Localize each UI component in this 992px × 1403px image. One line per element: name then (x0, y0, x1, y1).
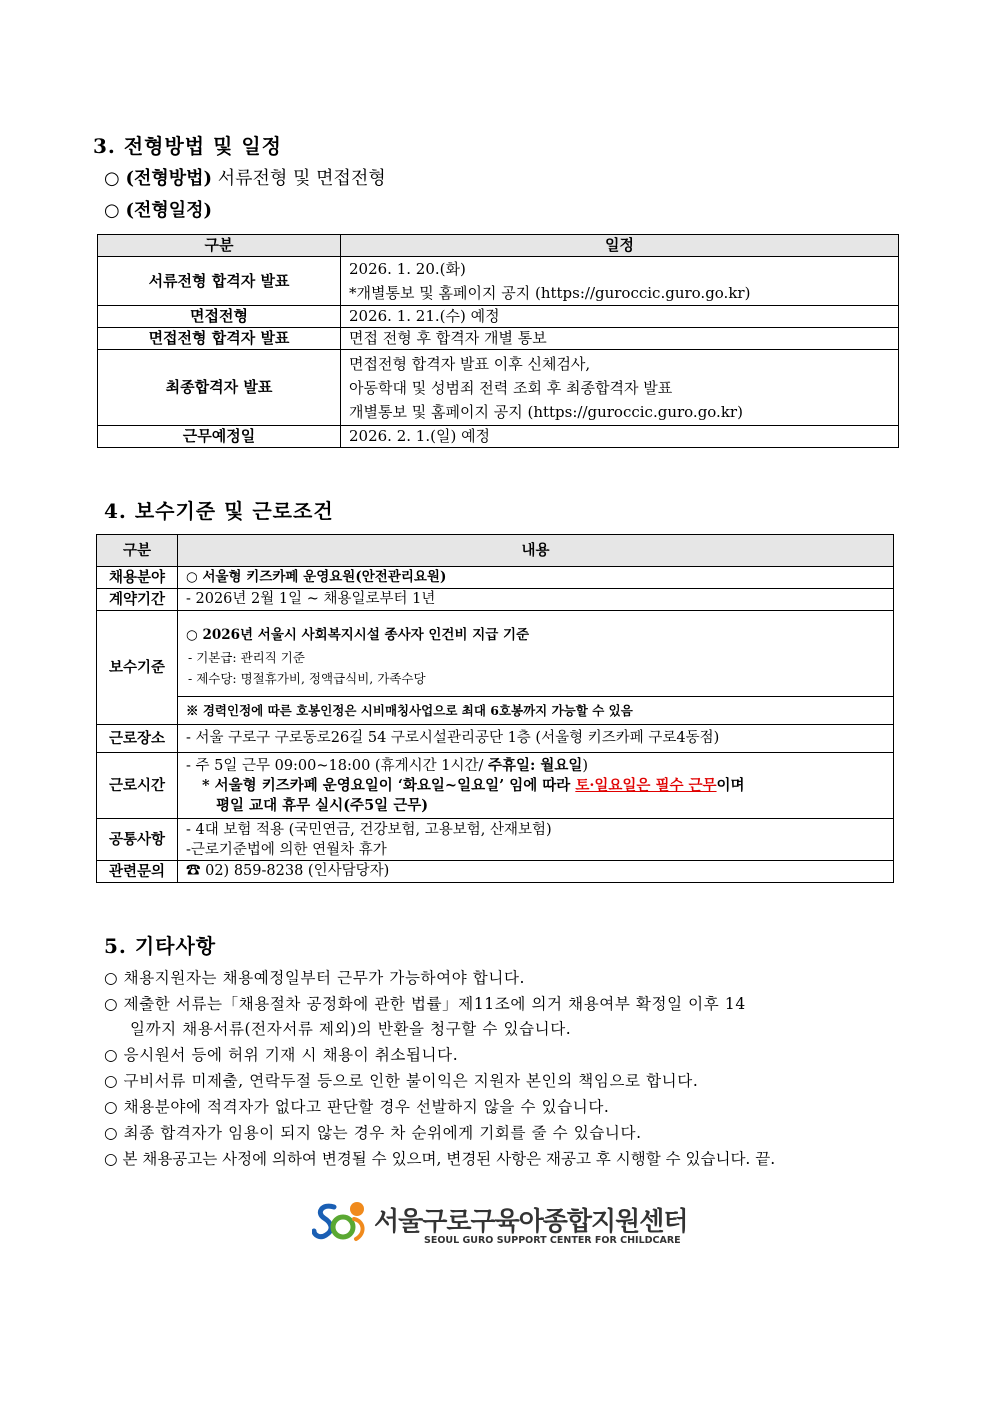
list-item: ○ 채용지원자는 채용예정일부터 근무가 가능하여야 합니다. (104, 969, 526, 987)
pay-note: ※ 경력인정에 따른 호봉인정은 시비매칭사업으로 최대 6호봉까지 가능할 수 있음 (178, 697, 894, 725)
table-header: 일정 (341, 235, 899, 257)
table-row (98, 306, 899, 328)
center-logo (312, 1195, 688, 1251)
table-header: 구분 (98, 235, 341, 257)
row-label: 계약기간 (97, 589, 178, 611)
place-value: - 서울 구로구 구로동로26길 54 구로시설관리공단 1층 (서울형 키즈카페 구로4동점) (178, 725, 894, 753)
hours-line: 평일 교대 휴무 실시(주5일 근무) (216, 796, 429, 814)
row-label: 면접전형 (98, 306, 341, 328)
hours-text: - 주 5일 근무 09:00~18:00 (휴게시간 1시간/ (186, 757, 488, 774)
logo-en: SEOUL GURO SUPPORT CENTER FOR CHILDCARE (424, 1235, 681, 1246)
method-text: 서류전형 및 면접전형 (217, 168, 386, 189)
conditions-table (96, 534, 894, 883)
bullet: ○ (104, 200, 120, 221)
table-row (98, 328, 899, 350)
cell-line: 2026. 1. 21.(수) 예정 (341, 306, 899, 328)
contact-value (178, 861, 894, 883)
contract-value: - 2026년 2월 1일 ~ 채용일로부터 1년 (178, 589, 894, 611)
table-row (97, 611, 894, 697)
cell-line: 2026. 1. 20.(화) (349, 260, 466, 278)
schedule-table (97, 234, 899, 448)
method-label: (전형방법) (125, 168, 213, 189)
list-item: ○ 응시원서 등에 허위 기재 시 채용이 취소됩니다. (104, 1046, 459, 1064)
cell-line: *개별통보 및 홈페이지 공지 (https://guroccic.guro.go.kr) (349, 284, 751, 302)
list-item: 일까지 채용서류(전자서류 제외)의 반환을 청구할 수 있습니다. (130, 1020, 572, 1038)
pay-sub: - 제수당: 명절휴가비, 정액급식비, 가족수당 (188, 670, 426, 686)
method-line (104, 164, 386, 190)
field-value: ○ 서울형 키즈카페 운영요원(안전관리요원) (178, 567, 894, 589)
table-row (97, 819, 894, 861)
row-label: 공통사항 (97, 819, 178, 861)
table-row (97, 725, 894, 753)
table-header: 구분 (97, 535, 178, 567)
cell-line: 개별통보 및 홈페이지 공지 (https://guroccic.guro.go.kr) (349, 402, 743, 421)
hours-line (186, 776, 885, 796)
table-row (97, 861, 894, 883)
phone-number: 02) 859-8238 (인사담당자) (205, 863, 390, 879)
table-row (97, 697, 894, 725)
row-label: 최종합격자 발표 (98, 350, 341, 426)
section5-title: 5. 기타사항 (104, 934, 217, 958)
section3-title: 3. 전형방법 및 일정 (93, 134, 283, 158)
bullet: ○ (104, 168, 120, 189)
section4-title: 4. 보수기준 및 근로조건 (104, 499, 334, 523)
table-row (98, 426, 899, 448)
table-row (98, 350, 899, 426)
weekly-holiday: 주휴일: 월요일 (487, 756, 583, 774)
cell-line: 면접 전형 후 합격자 개별 통보 (341, 328, 899, 350)
list-item: ○ 본 채용공고는 사정에 의하여 변경될 수 있으며, 변경된 사항은 재공고 후 시행할 수 있습니다. 끝. (104, 1150, 776, 1168)
logo-mark-icon (312, 1197, 372, 1245)
common-line: -근로기준법에 의한 연월차 휴가 (186, 841, 387, 858)
row-label: 관련문의 (97, 861, 178, 883)
row-label: 서류전형 합격자 발표 (98, 257, 341, 306)
list-item: ○ 구비서류 미제출, 연락두절 등으로 인한 불이익은 지원자 본인의 책임으로 합니다. (104, 1072, 699, 1090)
pay-main: ○ 2026년 서울시 사회복지시설 종사자 인건비 지급 기준 (186, 626, 530, 643)
table-row (98, 257, 899, 306)
cell-line: 아동학대 및 성범죄 전력 조회 후 최종합격자 발표 (349, 378, 673, 397)
hours-text: ) (582, 757, 589, 774)
cell-line: 2026. 2. 1.(일) 예정 (341, 426, 899, 448)
schedule-label: (전형일정) (125, 200, 213, 221)
hours-text: * 서울형 키즈카페 운영요일이 ‘화요일~일요일’ 임에 따라 (202, 776, 576, 794)
required-weekend-work: 토·일요일은 필수 근무 (575, 776, 717, 794)
logo-kr: 서울구로구육아종합지원센터 (374, 1207, 688, 1237)
table-row (97, 567, 894, 589)
row-label: 근무예정일 (98, 426, 341, 448)
table-header: 내용 (178, 535, 894, 567)
list-item: ○ 제출한 서류는「채용절차 공정화에 관한 법률」제11조에 의거 채용여부 확정일 이후 14 (104, 995, 746, 1013)
hours-line (186, 756, 885, 776)
row-label: 보수기준 (97, 611, 178, 725)
row-label: 근로시간 (97, 753, 178, 819)
pay-sub: - 기본급: 관리직 기준 (188, 649, 305, 665)
row-label: 면접전형 합격자 발표 (98, 328, 341, 350)
hours-text: 이며 (716, 776, 745, 794)
list-item: ○ 채용분야에 적격자가 없다고 판단할 경우 선발하지 않을 수 있습니다. (104, 1098, 610, 1116)
row-label: 채용분야 (97, 567, 178, 589)
table-row (97, 589, 894, 611)
cell-line: 면접전형 합격자 발표 이후 신체검사, (349, 354, 591, 373)
common-line: - 4대 보험 적용 (국민연금, 건강보험, 고용보험, 산재보험) (186, 821, 552, 838)
row-label: 근로장소 (97, 725, 178, 753)
list-item: ○ 최종 합격자가 임용이 되지 않는 경우 차 순위에게 기회를 줄 수 있습니다. (104, 1124, 642, 1142)
phone-icon: ☎ (186, 863, 201, 879)
schedule-line (104, 196, 212, 222)
table-row (97, 753, 894, 819)
